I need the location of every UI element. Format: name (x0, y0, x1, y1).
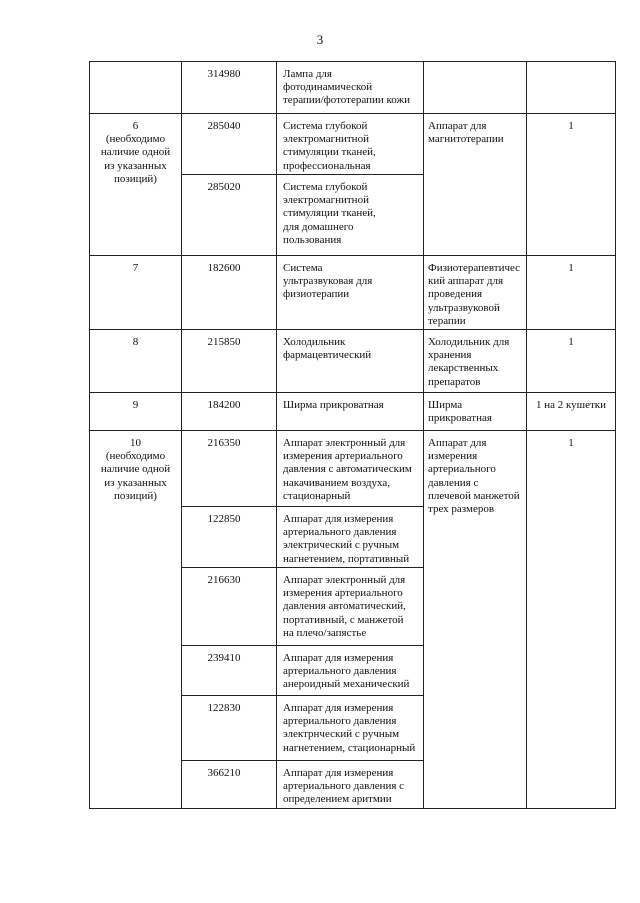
table-row (90, 393, 616, 431)
code-cell: 122830 (182, 696, 277, 761)
quantity-cell: 1 (527, 256, 616, 330)
product-name-cell: Система ультразвуковая для физиотерапии (277, 256, 424, 330)
product-name-cell: Система глубокой электромагнитной стимуляции тканей, для домашнего пользования (277, 175, 424, 256)
code-cell: 366210 (182, 761, 277, 809)
code-cell: 216350 (182, 431, 277, 507)
table-row (90, 431, 616, 507)
position-number-cell: 9 (90, 393, 182, 431)
product-name-cell: Аппарат для измерения артериального давления электрический с ручным нагнетением, портативный (277, 507, 424, 568)
product-name-cell: Аппарат для измерения артериального давления анероидный механический (277, 646, 424, 696)
equipment-cell: Физиотерапевтичес кий аппарат для проведения ультразвуковой терапии (424, 256, 527, 330)
code-cell: 182600 (182, 256, 277, 330)
table-row (90, 62, 616, 114)
product-name-cell: Аппарат электронный для измерения артериального давления автоматический, портативный, с манжетой на плечо/запястье (277, 568, 424, 646)
quantity-cell: 1 (527, 114, 616, 256)
code-cell: 239410 (182, 646, 277, 696)
product-name-cell: Аппарат для измерения артериального давления с определением аритмии (277, 761, 424, 809)
product-name-cell: Ширма прикроватная (277, 393, 424, 431)
quantity-cell (527, 62, 616, 114)
equipment-table (89, 61, 616, 809)
position-number-cell: 7 (90, 256, 182, 330)
product-name-cell: Система глубокой электромагнитной стимуляции тканей, профессиональная (277, 114, 424, 175)
product-name-cell: Аппарат для измерения артериального давления электрнческий с ручным нагнетением, стационарный (277, 696, 424, 761)
quantity-cell: 1 (527, 431, 616, 809)
equipment-cell: Холодильник для хранения лекарственных препаратов (424, 330, 527, 393)
table-row (90, 330, 616, 393)
product-name-cell: Холодильник фармацевтический (277, 330, 424, 393)
code-cell: 216630 (182, 568, 277, 646)
code-cell: 184200 (182, 393, 277, 431)
code-cell: 215850 (182, 330, 277, 393)
equipment-cell (424, 62, 527, 114)
code-cell: 285040 (182, 114, 277, 175)
position-number-cell (90, 62, 182, 114)
product-name-cell: Аппарат электронный для измерения артериального давления с автоматическим накачиванием воздуха, стационарный (277, 431, 424, 507)
equipment-cell: Ширма прикроватная (424, 393, 527, 431)
position-number-cell: 10 (необходимо наличие одной из указанных позиций) (90, 431, 182, 809)
product-name-cell: Лампа для фотодинамической терапии/фототерапии кожи (277, 62, 424, 114)
page-number: 3 (316, 32, 324, 47)
position-number-cell: 6 (необходимо наличие одной из указанных позиций) (90, 114, 182, 256)
table-row (90, 256, 616, 330)
quantity-cell: 1 на 2 кушетки (527, 393, 616, 431)
quantity-cell: 1 (527, 330, 616, 393)
position-number-cell: 8 (90, 330, 182, 393)
code-cell: 314980 (182, 62, 277, 114)
code-cell: 122850 (182, 507, 277, 568)
code-cell: 285020 (182, 175, 277, 256)
equipment-cell: Аппарат для измерения артериального давления с плечевой манжетой трех размеров (424, 431, 527, 809)
equipment-cell: Аппарат для магнитотерапии (424, 114, 527, 256)
table-row (90, 114, 616, 175)
